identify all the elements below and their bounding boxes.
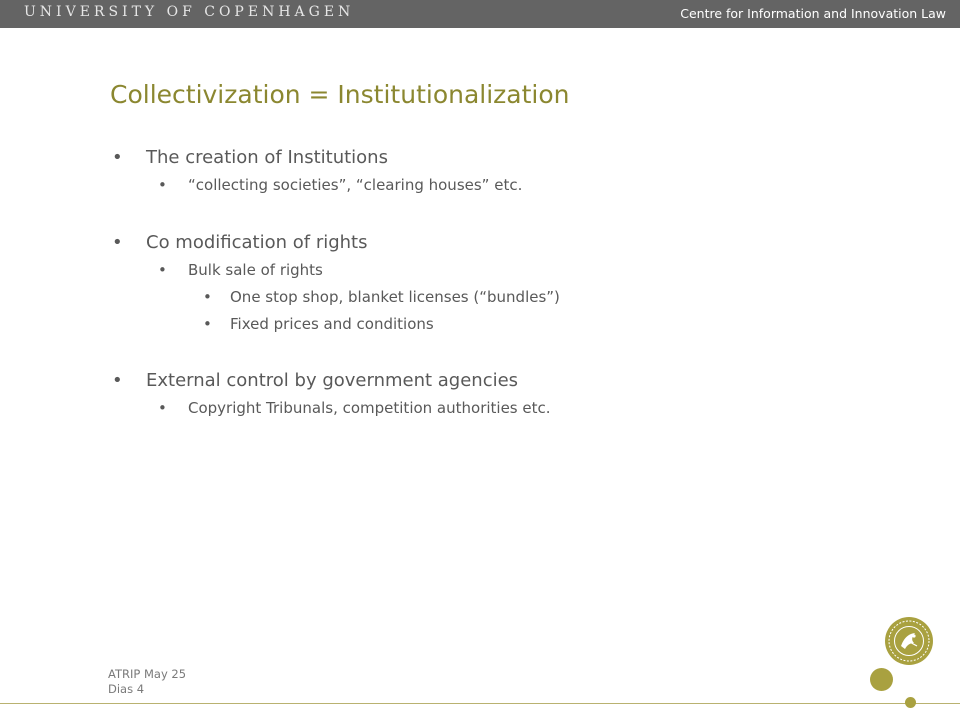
bullet-dot: • <box>112 147 123 168</box>
university-name: UNIVERSITY OF COPENHAGEN <box>24 4 355 20</box>
header-bar <box>0 0 960 28</box>
bullet-dot: • <box>203 288 212 306</box>
bullet-text: One stop shop, blanket licenses (“bundles”) <box>230 288 560 306</box>
bullet-dot: • <box>158 176 167 194</box>
decorative-dot-small <box>905 697 916 708</box>
bullet-dot: • <box>112 370 123 391</box>
university-seal-icon <box>884 616 934 666</box>
bullet-text: The creation of Institutions <box>146 147 388 168</box>
bullet-dot: • <box>203 315 212 333</box>
bullet-dot: • <box>158 399 167 417</box>
bullet-dot: • <box>112 232 123 253</box>
bullet-text: Copyright Tribunals, competition authorities etc. <box>188 399 551 417</box>
bullet-text: External control by government agencies <box>146 370 519 391</box>
bullet-text: “collecting societies”, “clearing houses” etc. <box>188 176 523 194</box>
footer-slide-number: Dias 4 <box>108 682 145 696</box>
bullet-text: Bulk sale of rights <box>188 261 323 279</box>
footer-event: ATRIP May 25 <box>108 667 187 681</box>
bullet-dot: • <box>158 261 167 279</box>
bullet-text: Fixed prices and conditions <box>230 315 434 333</box>
decorative-dot-large <box>870 668 893 691</box>
slide-title: Collectivization = Institutionalization <box>110 80 570 109</box>
footer-divider <box>0 703 960 704</box>
centre-name: Centre for Information and Innovation Law <box>680 6 946 21</box>
bullet-text: Co modification of rights <box>146 232 368 253</box>
